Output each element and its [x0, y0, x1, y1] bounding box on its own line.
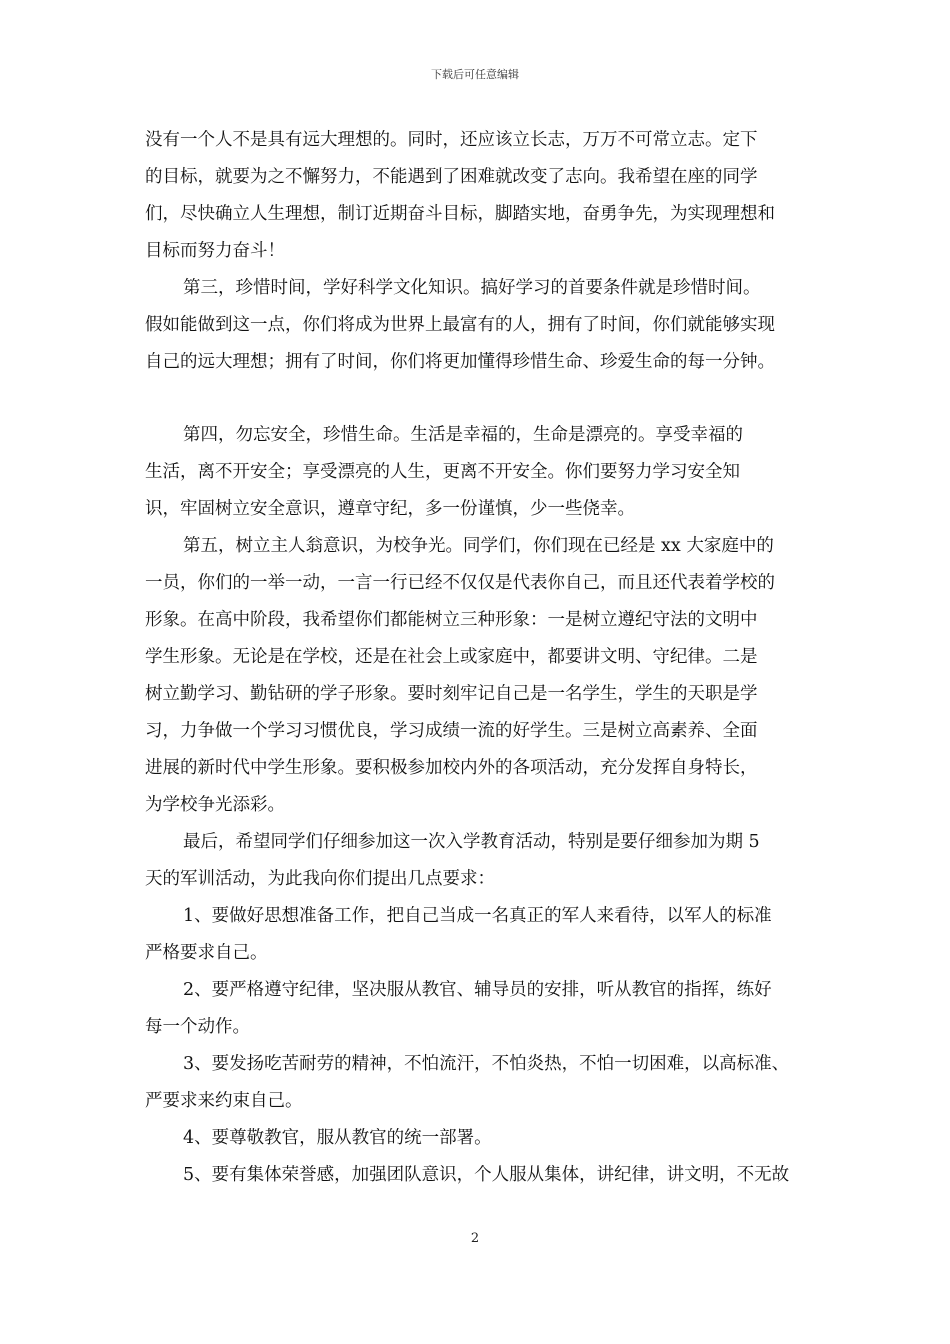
list-item: [145, 1157, 815, 1194]
text-line: 2、要严格遵守纪律，坚决服从教官、辅导员的安排，听从教官的指挥，练好: [183, 980, 772, 1000]
paragraph: [145, 824, 815, 898]
text-line: 的目标，就要为之不懈努力，不能遇到了困难就改变了志向。我希望在座的同学: [145, 167, 758, 187]
paragraph: [145, 417, 815, 528]
text-line: 最后，希望同学们仔细参加这一次入学教育活动，特别是要仔细参加为期 5: [183, 832, 760, 852]
text-line: 5、要有集体荣誉感，加强团队意识，个人服从集体，讲纪律，讲文明，不无故: [183, 1165, 790, 1185]
list-item: [145, 1120, 815, 1157]
text-line: 形象。在高中阶段，我希望你们都能树立三种形象：一是树立遵纪守法的文明中: [145, 610, 758, 630]
text-line: 天的军训活动，为此我向你们提出几点要求：: [145, 869, 495, 889]
text-line: 进展的新时代中学生形象。要积极参加校内外的各项活动，充分发挥自身特长，: [145, 758, 758, 778]
paragraph-gap: [145, 381, 815, 417]
text-line: 第四，勿忘安全，珍惜生命。生活是幸福的，生命是漂亮的。享受幸福的: [183, 425, 743, 445]
text-line: 第三，珍惜时间，学好科学文化知识。搞好学习的首要条件就是珍惜时间。: [183, 278, 761, 298]
text-line: 每一个动作。: [145, 1017, 250, 1037]
list-item: [145, 898, 815, 972]
list-item: [145, 972, 815, 1046]
text-line: 习，力争做一个学习习惯优良，学习成绩一流的好学生。三是树立高素养、全面: [145, 721, 758, 741]
page-header: 下载后可任意编辑: [431, 68, 519, 81]
text-line: 假如能做到这一点，你们将成为世界上最富有的人，拥有了时间，你们就能够实现: [145, 315, 775, 335]
text-line: 为学校争光添彩。: [145, 795, 285, 815]
list-item: [145, 1046, 815, 1120]
text-line: 识，牢固树立安全意识，遵章守纪，多一份谨慎，少一些侥幸。: [145, 499, 635, 519]
text-line: 4、要尊敬教官，服从教官的统一部署。: [183, 1128, 492, 1148]
text-line: 目标而努力奋斗！: [145, 241, 285, 261]
text-line: 第五，树立主人翁意识，为校争光。同学们，你们现在已经是 xx 大家庭中的: [183, 536, 774, 556]
text-line: 没有一个人不是具有远大理想的。同时，还应该立长志，万万不可常立志。定下: [145, 130, 758, 150]
paragraph: [145, 122, 815, 270]
document-body: [145, 122, 815, 1194]
text-line: 严要求来约束自己。: [145, 1091, 303, 1111]
text-line: 严格要求自己。: [145, 943, 268, 963]
text-line: 3、要发扬吃苦耐劳的精神，不怕流汗，不怕炎热，不怕一切困难，以高标准、: [183, 1054, 790, 1074]
text-line: 学生形象。无论是在学校，还是在社会上或家庭中，都要讲文明、守纪律。二是: [145, 647, 758, 667]
text-line: 一员，你们的一举一动，一言一行已经不仅仅是代表你自己，而且还代表着学校的: [145, 573, 775, 593]
text-line: 1、要做好思想准备工作，把自己当成一名真正的军人来看待，以军人的标准: [183, 906, 772, 926]
text-line: 树立勤学习、勤钻研的学子形象。要时刻牢记自己是一名学生，学生的天职是学: [145, 684, 758, 704]
text-line: 生活，离不开安全；享受漂亮的人生，更离不开安全。你们要努力学习安全知: [145, 462, 740, 482]
text-line: 自己的远大理想；拥有了时间，你们将更加懂得珍惜生命、珍爱生命的每一分钟。: [145, 352, 775, 372]
paragraph: [145, 270, 815, 381]
text-line: 们，尽快确立人生理想，制订近期奋斗目标，脚踏实地，奋勇争先，为实现理想和: [145, 204, 775, 224]
paragraph: [145, 528, 815, 824]
page-number: 2: [470, 1231, 480, 1246]
